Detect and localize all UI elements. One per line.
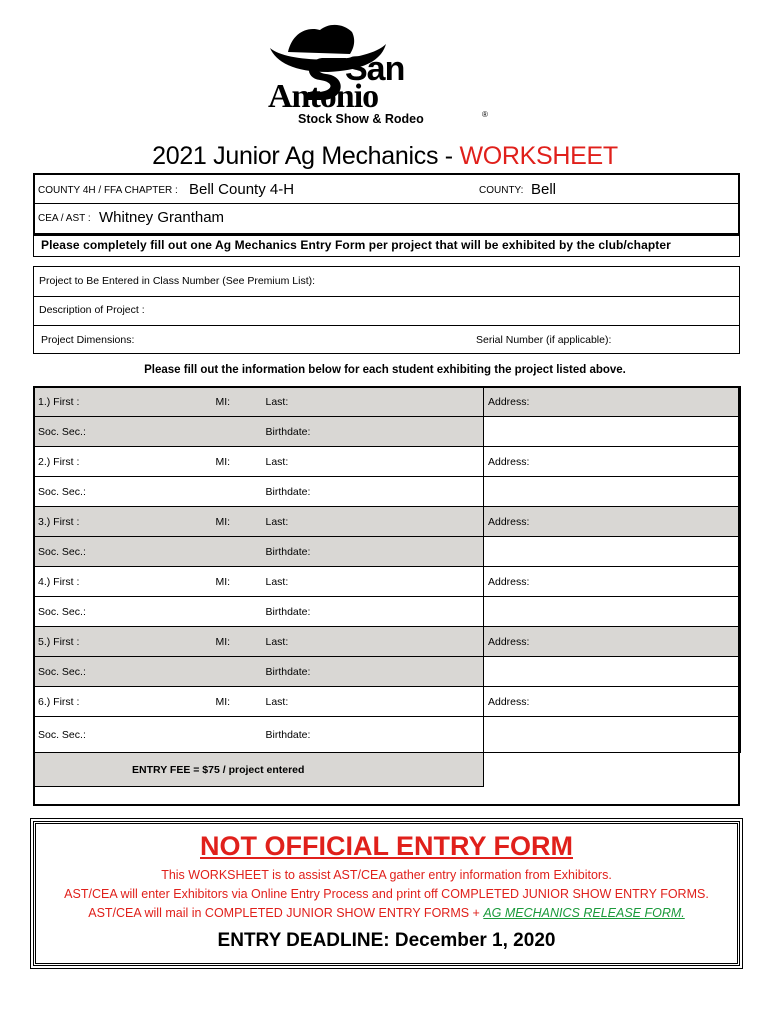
project-description-label: Description of Project : — [39, 304, 145, 316]
student-last-field[interactable]: Last: — [262, 627, 484, 657]
students-instruction: Please fill out the information below for each student exhibiting the project listed above. — [144, 364, 626, 376]
page-title — [0, 142, 770, 171]
title-highlight: WORKSHEET — [459, 142, 618, 170]
student-address-continuation[interactable] — [484, 597, 741, 627]
student-address-field[interactable]: Address: — [484, 687, 741, 717]
student-ssn-field[interactable]: Soc. Sec.: — [34, 597, 262, 627]
student-address-field[interactable]: Address: — [484, 387, 741, 417]
entry-deadline: ENTRY DEADLINE: December 1, 2020 — [217, 930, 556, 951]
student-birthdate-field[interactable]: Birthdate: — [262, 657, 484, 687]
student-first-field[interactable]: 1.) First : — [34, 387, 212, 417]
student-mi-field[interactable]: MI: — [212, 447, 262, 477]
student-address-continuation[interactable] — [484, 537, 741, 567]
county-chapter-value[interactable]: Bell County 4-H — [189, 181, 295, 198]
project-class-label: Project to Be Entered in Class Number (See Premium List): — [39, 275, 316, 287]
student-ssn-field[interactable]: Soc. Sec.: — [34, 717, 262, 753]
title-main: 2021 Junior Ag Mechanics - — [152, 142, 460, 170]
student-6-name-row — [34, 687, 741, 717]
student-address-continuation[interactable] — [484, 477, 741, 507]
student-birthdate-field[interactable]: Birthdate: — [262, 597, 484, 627]
entry-fee-row — [34, 753, 741, 787]
cea-value[interactable]: Whitney Grantham — [99, 209, 225, 226]
student-first-field[interactable]: 2.) First : — [34, 447, 212, 477]
student-birthdate-field[interactable]: Birthdate: — [262, 477, 484, 507]
notice-title: NOT OFFICIAL ENTRY FORM — [200, 831, 573, 861]
student-address-field[interactable]: Address: — [484, 627, 741, 657]
county-value[interactable]: Bell — [531, 181, 557, 198]
notice-line-1: This WORKSHEET is to assist AST/CEA gather entry information from Exhibitors. — [161, 868, 612, 882]
notice-line-3-text: AST/CEA will mail in COMPLETED JUNIOR SHOW ENTRY FORMS + — [88, 906, 484, 920]
student-4-detail-row — [34, 597, 741, 627]
student-address-continuation[interactable] — [484, 657, 741, 687]
student-mi-field[interactable]: MI: — [212, 567, 262, 597]
project-dimensions-label: Project Dimensions: — [41, 334, 135, 346]
student-last-field[interactable]: Last: — [262, 447, 484, 477]
student-mi-field[interactable]: MI: — [212, 627, 262, 657]
student-5-name-row — [34, 627, 741, 657]
entry-fee-blank — [484, 753, 741, 787]
student-first-field[interactable]: 5.) First : — [34, 627, 212, 657]
student-address-field[interactable]: Address: — [484, 507, 741, 537]
student-last-field[interactable]: Last: — [262, 507, 484, 537]
student-2-detail-row — [34, 477, 741, 507]
logo-text-san: San — [345, 50, 405, 88]
student-4-name-row — [34, 567, 741, 597]
cea-label: CEA / AST : — [38, 213, 91, 224]
students-table — [33, 386, 741, 787]
student-birthdate-field[interactable]: Birthdate: — [262, 417, 484, 447]
entry-fee-text: ENTRY FEE = $75 / project entered — [34, 753, 484, 787]
student-mi-field[interactable]: MI: — [212, 507, 262, 537]
student-address-field[interactable]: Address: — [484, 447, 741, 477]
student-last-field[interactable]: Last: — [262, 567, 484, 597]
serial-number-label: Serial Number (if applicable): — [476, 334, 612, 346]
student-ssn-field[interactable]: Soc. Sec.: — [34, 537, 262, 567]
notice-line-3 — [33, 906, 740, 920]
logo-text-antonio: Antonio — [268, 78, 379, 115]
student-first-field[interactable]: 3.) First : — [34, 507, 212, 537]
logo-text-stock-show: Stock Show & Rodeo — [298, 112, 424, 126]
instruction-text: Please completely fill out one Ag Mechanics Entry Form per project that will be exhibited by the club/chapter — [41, 238, 671, 252]
project-divider-2 — [33, 325, 740, 326]
student-address-continuation[interactable] — [484, 417, 741, 447]
student-1-detail-row — [34, 417, 741, 447]
student-address-field[interactable]: Address: — [484, 567, 741, 597]
county-chapter-label: COUNTY 4H / FFA CHAPTER : — [38, 185, 178, 196]
student-5-detail-row — [34, 657, 741, 687]
project-divider-1 — [33, 296, 740, 297]
san-antonio-logo — [248, 18, 498, 130]
registered-mark: ® — [482, 110, 488, 119]
student-mi-field[interactable]: MI: — [212, 687, 262, 717]
student-ssn-field[interactable]: Soc. Sec.: — [34, 477, 262, 507]
student-1-name-row — [34, 387, 741, 417]
student-mi-field[interactable]: MI: — [212, 387, 262, 417]
notice-line-2: AST/CEA will enter Exhibitors via Online Entry Process and print off COMPLETED JUNIOR SHOW ENTRY FORMS. — [64, 887, 709, 901]
county-label: COUNTY: — [479, 185, 524, 196]
header-divider — [33, 203, 740, 204]
student-3-detail-row — [34, 537, 741, 567]
student-2-name-row — [34, 447, 741, 477]
student-first-field[interactable]: 6.) First : — [34, 687, 212, 717]
student-last-field[interactable]: Last: — [262, 387, 484, 417]
student-3-name-row — [34, 507, 741, 537]
student-address-continuation[interactable] — [484, 717, 741, 753]
student-ssn-field[interactable]: Soc. Sec.: — [34, 657, 262, 687]
student-birthdate-field[interactable]: Birthdate: — [262, 537, 484, 567]
student-ssn-field[interactable]: Soc. Sec.: — [34, 417, 262, 447]
student-6-detail-row — [34, 717, 741, 753]
student-last-field[interactable]: Last: — [262, 687, 484, 717]
student-birthdate-field[interactable]: Birthdate: — [262, 717, 484, 753]
student-first-field[interactable]: 4.) First : — [34, 567, 212, 597]
ag-mechanics-release-form-link[interactable]: AG MECHANICS RELEASE FORM. — [483, 906, 685, 920]
